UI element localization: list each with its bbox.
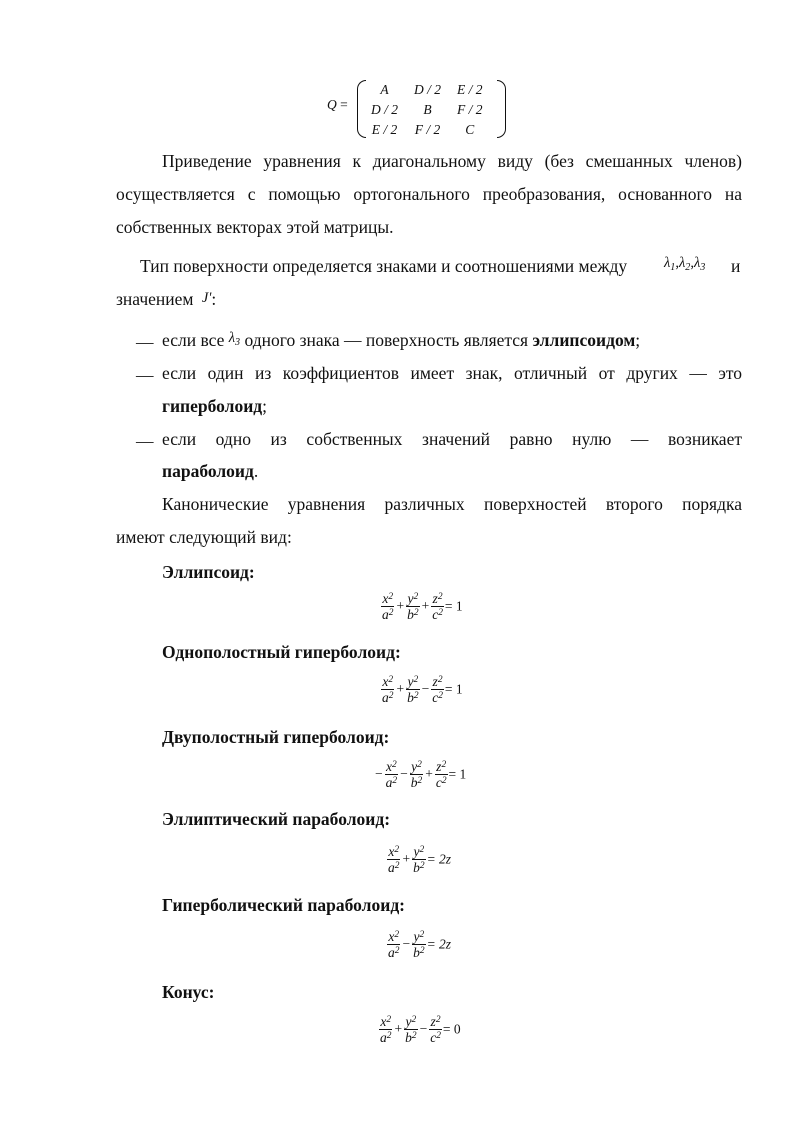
para2-and: и: [731, 256, 741, 276]
var-b: b: [410, 775, 418, 791]
var-y: y: [405, 1014, 412, 1029]
op-minus: −: [419, 1021, 428, 1037]
matrix-cell: C: [465, 122, 475, 137]
matrix-left-paren: [357, 80, 366, 138]
para2-line1: [140, 258, 627, 276]
var-c: c: [435, 775, 442, 791]
exp: 2: [419, 930, 425, 941]
item2-end: ;: [262, 396, 268, 416]
item3-bold: параболоид: [162, 461, 254, 481]
exp: 2: [413, 592, 419, 603]
lambda-comma: ,: [675, 255, 679, 271]
var-b: b: [413, 945, 420, 961]
var-c: c: [432, 607, 439, 623]
exp: 2: [388, 608, 394, 619]
matrix-row: [363, 100, 491, 120]
matrix-cell: A: [380, 82, 389, 97]
formula-one-sheet: [380, 675, 463, 706]
op-plus: +: [421, 598, 430, 614]
var-x: x: [388, 929, 395, 944]
op-plus: +: [402, 851, 411, 867]
var-y: y: [411, 759, 418, 774]
var-z: z: [432, 591, 438, 606]
para2-value-label: значением: [116, 289, 194, 309]
item1-mid: одного знака — поверхность является: [244, 330, 529, 350]
para2-line2: [116, 291, 216, 309]
para2-text: Тип поверхности определяется знаками и соотношениями между: [140, 256, 628, 276]
lambda-sub-3: 3: [700, 261, 706, 273]
frac-y: [406, 675, 419, 706]
matrix-cell: F / 2: [457, 102, 483, 117]
exp: 2: [411, 1031, 417, 1042]
frac-z: [435, 760, 448, 791]
list-item-2-line2: [162, 398, 267, 416]
frac-z: [431, 675, 444, 706]
exp: 2: [394, 946, 400, 957]
formula-cone: [378, 1015, 461, 1046]
matrix-cell: D / 2: [371, 102, 398, 117]
heading-ellipsoid: Эллипсоид:: [162, 562, 255, 582]
exp: 2: [392, 776, 398, 787]
var-y: y: [407, 591, 414, 606]
rhs: = 0: [442, 1021, 461, 1037]
para2-colon: :: [211, 289, 217, 309]
list-dash: —: [136, 332, 154, 352]
frac-y: [406, 592, 419, 623]
var-z: z: [432, 674, 438, 689]
list-dash: —: [136, 431, 154, 451]
var-a: a: [388, 860, 395, 876]
op-minus: −: [375, 766, 383, 782]
list-item-1: [162, 332, 640, 350]
frac-x: [387, 845, 400, 876]
var-a: a: [382, 690, 389, 706]
var-y: y: [413, 844, 420, 859]
exp: 2: [441, 760, 447, 771]
op-minus: −: [402, 936, 411, 952]
heading-two-sheet: Двуполостный гиперболоид:: [162, 727, 390, 747]
exp: 2: [394, 930, 400, 941]
var-b: b: [407, 690, 414, 706]
op-minus: −: [421, 681, 430, 697]
lambda-2: λ: [678, 255, 686, 271]
rhs: = 1: [444, 598, 463, 614]
matrix-label: [327, 97, 348, 113]
formula-ellipsoid: [380, 592, 463, 623]
exp: 2: [394, 845, 400, 856]
var-a: a: [382, 607, 389, 623]
heading-elliptic-paraboloid: Эллиптический параболоид:: [162, 809, 391, 829]
rhs: = 2z: [426, 851, 452, 867]
matrix-name: Q: [327, 97, 337, 112]
para1-line1: Приведение уравнения к диагональному виду (без смешанных членов): [162, 151, 742, 171]
frac-x: [379, 1015, 392, 1046]
matrix-cell: B: [423, 102, 432, 117]
exp: 2: [388, 592, 394, 603]
frac-y: [404, 1015, 417, 1046]
exp: 2: [394, 861, 400, 872]
rhs: = 2z: [426, 936, 452, 952]
var-b: b: [405, 1030, 412, 1046]
exp: 2: [437, 592, 443, 603]
frac-x: [381, 592, 394, 623]
exp: 2: [419, 845, 425, 856]
item1-bold: эллипсоидом: [532, 330, 636, 350]
exp: 2: [436, 1031, 441, 1042]
para3-line1: Канонические уравнения различных поверхностей второго порядка: [162, 494, 742, 514]
op-plus: +: [396, 598, 405, 614]
op-plus: +: [394, 1021, 403, 1037]
matrix-row: [363, 120, 491, 140]
exp: 2: [413, 691, 419, 702]
matrix-cell: E / 2: [371, 122, 398, 137]
formula-two-sheet: [374, 760, 466, 791]
item1-end: ;: [635, 330, 641, 350]
lambda-sub: 3: [235, 336, 241, 348]
matrix-cell: E / 2: [457, 82, 483, 97]
exp: 2: [417, 776, 423, 787]
exp: 2: [438, 608, 443, 619]
list-item-3-line1: если одно из собственных значений равно нулю — возникает: [162, 429, 742, 449]
exp: 2: [413, 608, 419, 619]
para3-line2: имеют следующий вид:: [116, 527, 292, 547]
para1-line2: осуществляется с помощью ортогонального преобразования, основанного на: [116, 184, 742, 204]
lambda-3: λ: [693, 255, 701, 271]
lambda-list: [664, 255, 705, 272]
exp: 2: [419, 861, 425, 872]
lambda-1: λ: [664, 255, 671, 271]
frac-x: [385, 760, 398, 791]
list-item-3-line2: [162, 463, 258, 481]
frac-x: [387, 930, 400, 961]
lambda-symbol: λ: [228, 330, 236, 346]
heading-hyperbolic-paraboloid: Гиперболический параболоид:: [162, 895, 406, 915]
matrix-right-paren: [497, 80, 506, 138]
para1-line3: собственных векторах этой матрицы.: [116, 217, 394, 237]
j-prime: J': [201, 290, 212, 306]
var-a: a: [380, 1030, 387, 1046]
var-x: x: [382, 591, 389, 606]
list-dash: —: [136, 365, 154, 385]
heading-one-sheet: Однополостный гиперболоид:: [162, 642, 401, 662]
exp: 2: [388, 691, 394, 702]
item3-end: .: [253, 461, 259, 481]
frac-y: [412, 930, 425, 961]
matrix-row: [363, 80, 491, 100]
var-a: a: [385, 775, 393, 791]
var-z: z: [430, 1014, 436, 1029]
var-x: x: [388, 844, 395, 859]
var-x: x: [382, 674, 389, 689]
frac-z: [431, 592, 444, 623]
exp: 2: [413, 675, 419, 686]
matrix-cell: D / 2: [414, 82, 441, 97]
var-a: a: [388, 945, 395, 961]
exp: 2: [417, 760, 422, 771]
frac-y: [412, 845, 425, 876]
rhs: = 1: [444, 681, 463, 697]
var-c: c: [432, 690, 439, 706]
var-y: y: [407, 674, 414, 689]
exp: 2: [419, 946, 425, 957]
var-c: c: [430, 1030, 437, 1046]
op-minus: −: [400, 766, 408, 782]
frac-x: [381, 675, 394, 706]
matrix-table: [363, 80, 491, 140]
frac-z: [429, 1015, 442, 1046]
exp: 2: [386, 1015, 392, 1026]
var-b: b: [407, 607, 414, 623]
var-x: x: [386, 759, 392, 774]
lambda-comma: ,: [690, 255, 694, 271]
exp: 2: [437, 675, 443, 686]
rhs: = 1: [448, 766, 467, 782]
exp: 2: [386, 1031, 392, 1042]
lambda-sub-1: 1: [670, 261, 676, 273]
item1-pre: если все: [162, 330, 225, 350]
matrix-q: [357, 80, 491, 140]
matrix-cell: F / 2: [414, 122, 441, 137]
op-plus: +: [425, 766, 433, 782]
formula-hyperbolic-paraboloid: [386, 930, 451, 961]
var-x: x: [380, 1014, 387, 1029]
exp: 2: [438, 691, 443, 702]
item2-bold: гиперболоид: [162, 396, 263, 416]
op-plus: +: [396, 681, 405, 697]
lambda-sub-2: 2: [685, 261, 691, 273]
exp: 2: [411, 1015, 417, 1026]
matrix-equals: =: [340, 97, 348, 112]
exp: 2: [435, 1015, 441, 1026]
heading-cone: Конус:: [162, 982, 215, 1002]
var-b: b: [413, 860, 420, 876]
var-z: z: [436, 759, 442, 774]
exp: 2: [388, 675, 394, 686]
frac-y: [410, 760, 423, 791]
exp: 2: [392, 760, 397, 771]
formula-elliptic-paraboloid: [386, 845, 451, 876]
list-item-2-line1: если один из коэффициентов имеет знак, отличный от других — это: [162, 363, 742, 383]
item1-lambda: [229, 330, 240, 346]
var-y: y: [413, 929, 420, 944]
exp: 2: [441, 776, 447, 787]
